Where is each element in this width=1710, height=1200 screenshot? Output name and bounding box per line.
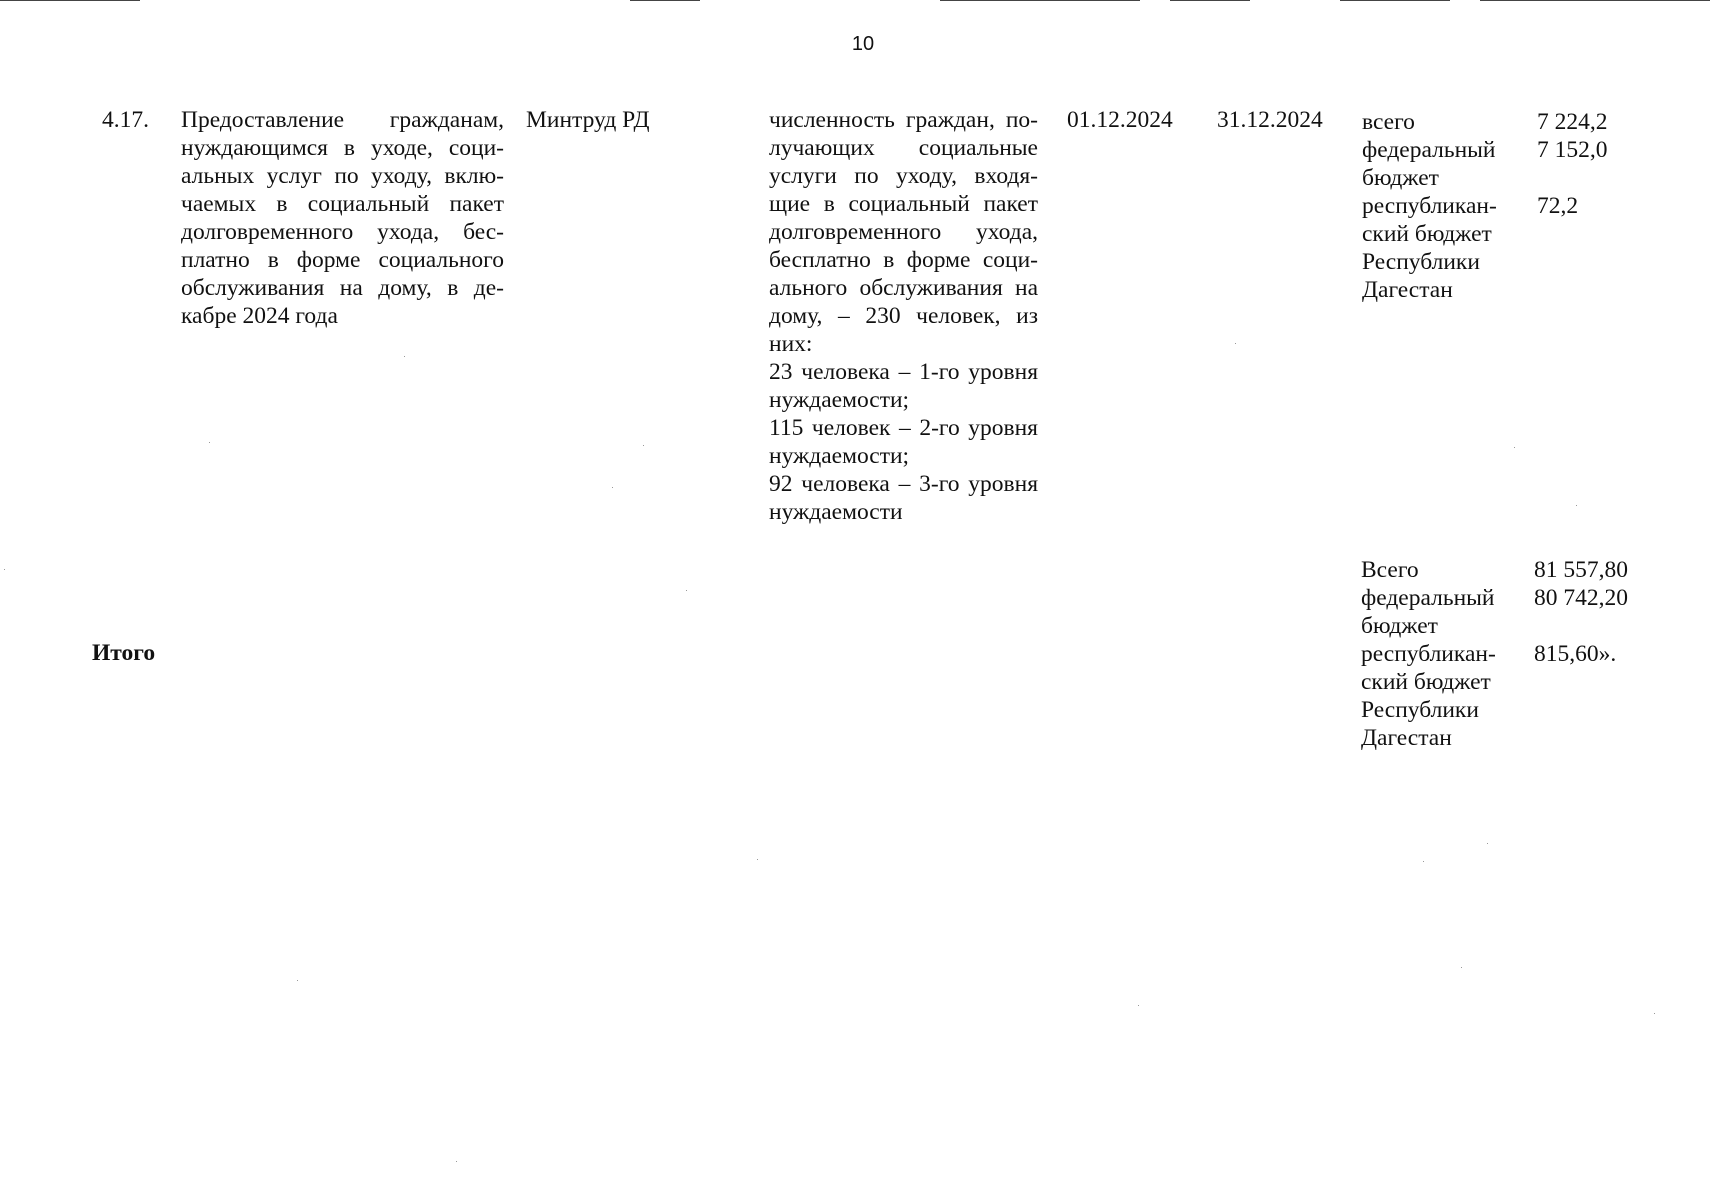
scan-speck	[643, 445, 644, 446]
scan-speck	[1514, 447, 1515, 448]
grand-total-label: Всего	[1361, 557, 1419, 583]
result-line: них:	[769, 331, 813, 357]
scan-speck	[1138, 1005, 1139, 1006]
scan-speck	[686, 590, 687, 591]
measure-title-line: кабре 2024 года	[181, 303, 338, 329]
scan-speck	[1576, 505, 1577, 506]
scan-edge-line	[0, 0, 140, 1]
result-line: долговременного ухода,	[769, 219, 1038, 245]
result-line: численность граждан, по-	[769, 107, 1038, 133]
responsible-agency: Минтруд РД	[526, 107, 650, 133]
result-line: нуждаемости	[769, 499, 903, 525]
scan-speck	[209, 442, 210, 443]
result-line: нуждаемости;	[769, 387, 910, 413]
result-line: услуги по уходу, входя-	[769, 163, 1038, 189]
funding-total-value: 7 224,2	[1537, 109, 1608, 135]
scan-speck	[404, 356, 405, 357]
measure-title-line: платно в форме социального	[181, 247, 504, 273]
scan-speck	[1461, 967, 1462, 968]
scan-edge-line	[630, 0, 700, 1]
funding-republic-value: 72,2	[1537, 193, 1579, 219]
result-line: нуждаемости;	[769, 443, 910, 469]
grand-republic-label: республикан- ский бюджет Республики Дагестан	[1361, 641, 1496, 751]
measure-title	[181, 106, 504, 330]
grand-total-value: 81 557,80	[1534, 557, 1628, 583]
scan-edge-line	[940, 0, 1140, 1]
measure-title-line: Предоставление гражданам,	[181, 107, 504, 133]
measure-title-line: чаемых в социальный пакет	[181, 191, 504, 217]
result-line: ального обслуживания на	[769, 275, 1038, 301]
measure-title-line: долговременного ухода, бес-	[181, 219, 504, 245]
scan-speck	[1423, 861, 1424, 862]
scan-edge-line	[1340, 0, 1450, 1]
funding-federal-label: федеральный бюджет	[1362, 137, 1496, 191]
result-line: дому, – 230 человек, из	[769, 303, 1038, 329]
result-line: лучающих социальные	[769, 135, 1038, 161]
scan-speck	[1654, 1013, 1655, 1014]
result-line: 23 человека – 1-го уровня	[769, 359, 1038, 385]
expected-result	[769, 106, 1038, 526]
grand-federal-label: федеральный бюджет	[1361, 585, 1495, 639]
start-date: 01.12.2024	[1067, 107, 1173, 133]
total-label: Итого	[92, 640, 156, 666]
grand-republic-value: 815,60».	[1534, 641, 1617, 667]
result-line: 92 человека – 3-го уровня	[769, 471, 1038, 497]
grand-federal-value: 80 742,20	[1534, 585, 1628, 611]
result-line: щие в социальный пакет	[769, 191, 1038, 217]
measure-title-line: обслуживания на дому, в де-	[181, 275, 504, 301]
result-line: бесплатно в форме соци-	[769, 247, 1038, 273]
scan-speck	[297, 980, 298, 981]
scan-speck	[757, 859, 758, 860]
page-number: 10	[851, 33, 875, 55]
scan-edge-line	[1170, 0, 1250, 1]
scan-speck	[456, 1161, 457, 1162]
measure-title-line: альных услуг по уходу, вклю-	[181, 163, 504, 189]
scan-speck	[4, 569, 5, 570]
scan-speck	[1487, 843, 1488, 844]
end-date: 31.12.2024	[1217, 107, 1323, 133]
funding-federal-value: 7 152,0	[1537, 137, 1608, 163]
measure-title-line: нуждающимся в уходе, соци-	[181, 135, 504, 161]
scan-speck	[1235, 343, 1236, 344]
funding-republic-label: республикан- ский бюджет Республики Дагестан	[1362, 193, 1497, 303]
funding-total-label: всего	[1362, 109, 1415, 135]
result-line: 115 человек – 2-го уровня	[769, 415, 1038, 441]
scan-speck	[612, 487, 613, 488]
scan-edge-line	[1480, 0, 1710, 1]
row-number: 4.17.	[102, 107, 149, 133]
